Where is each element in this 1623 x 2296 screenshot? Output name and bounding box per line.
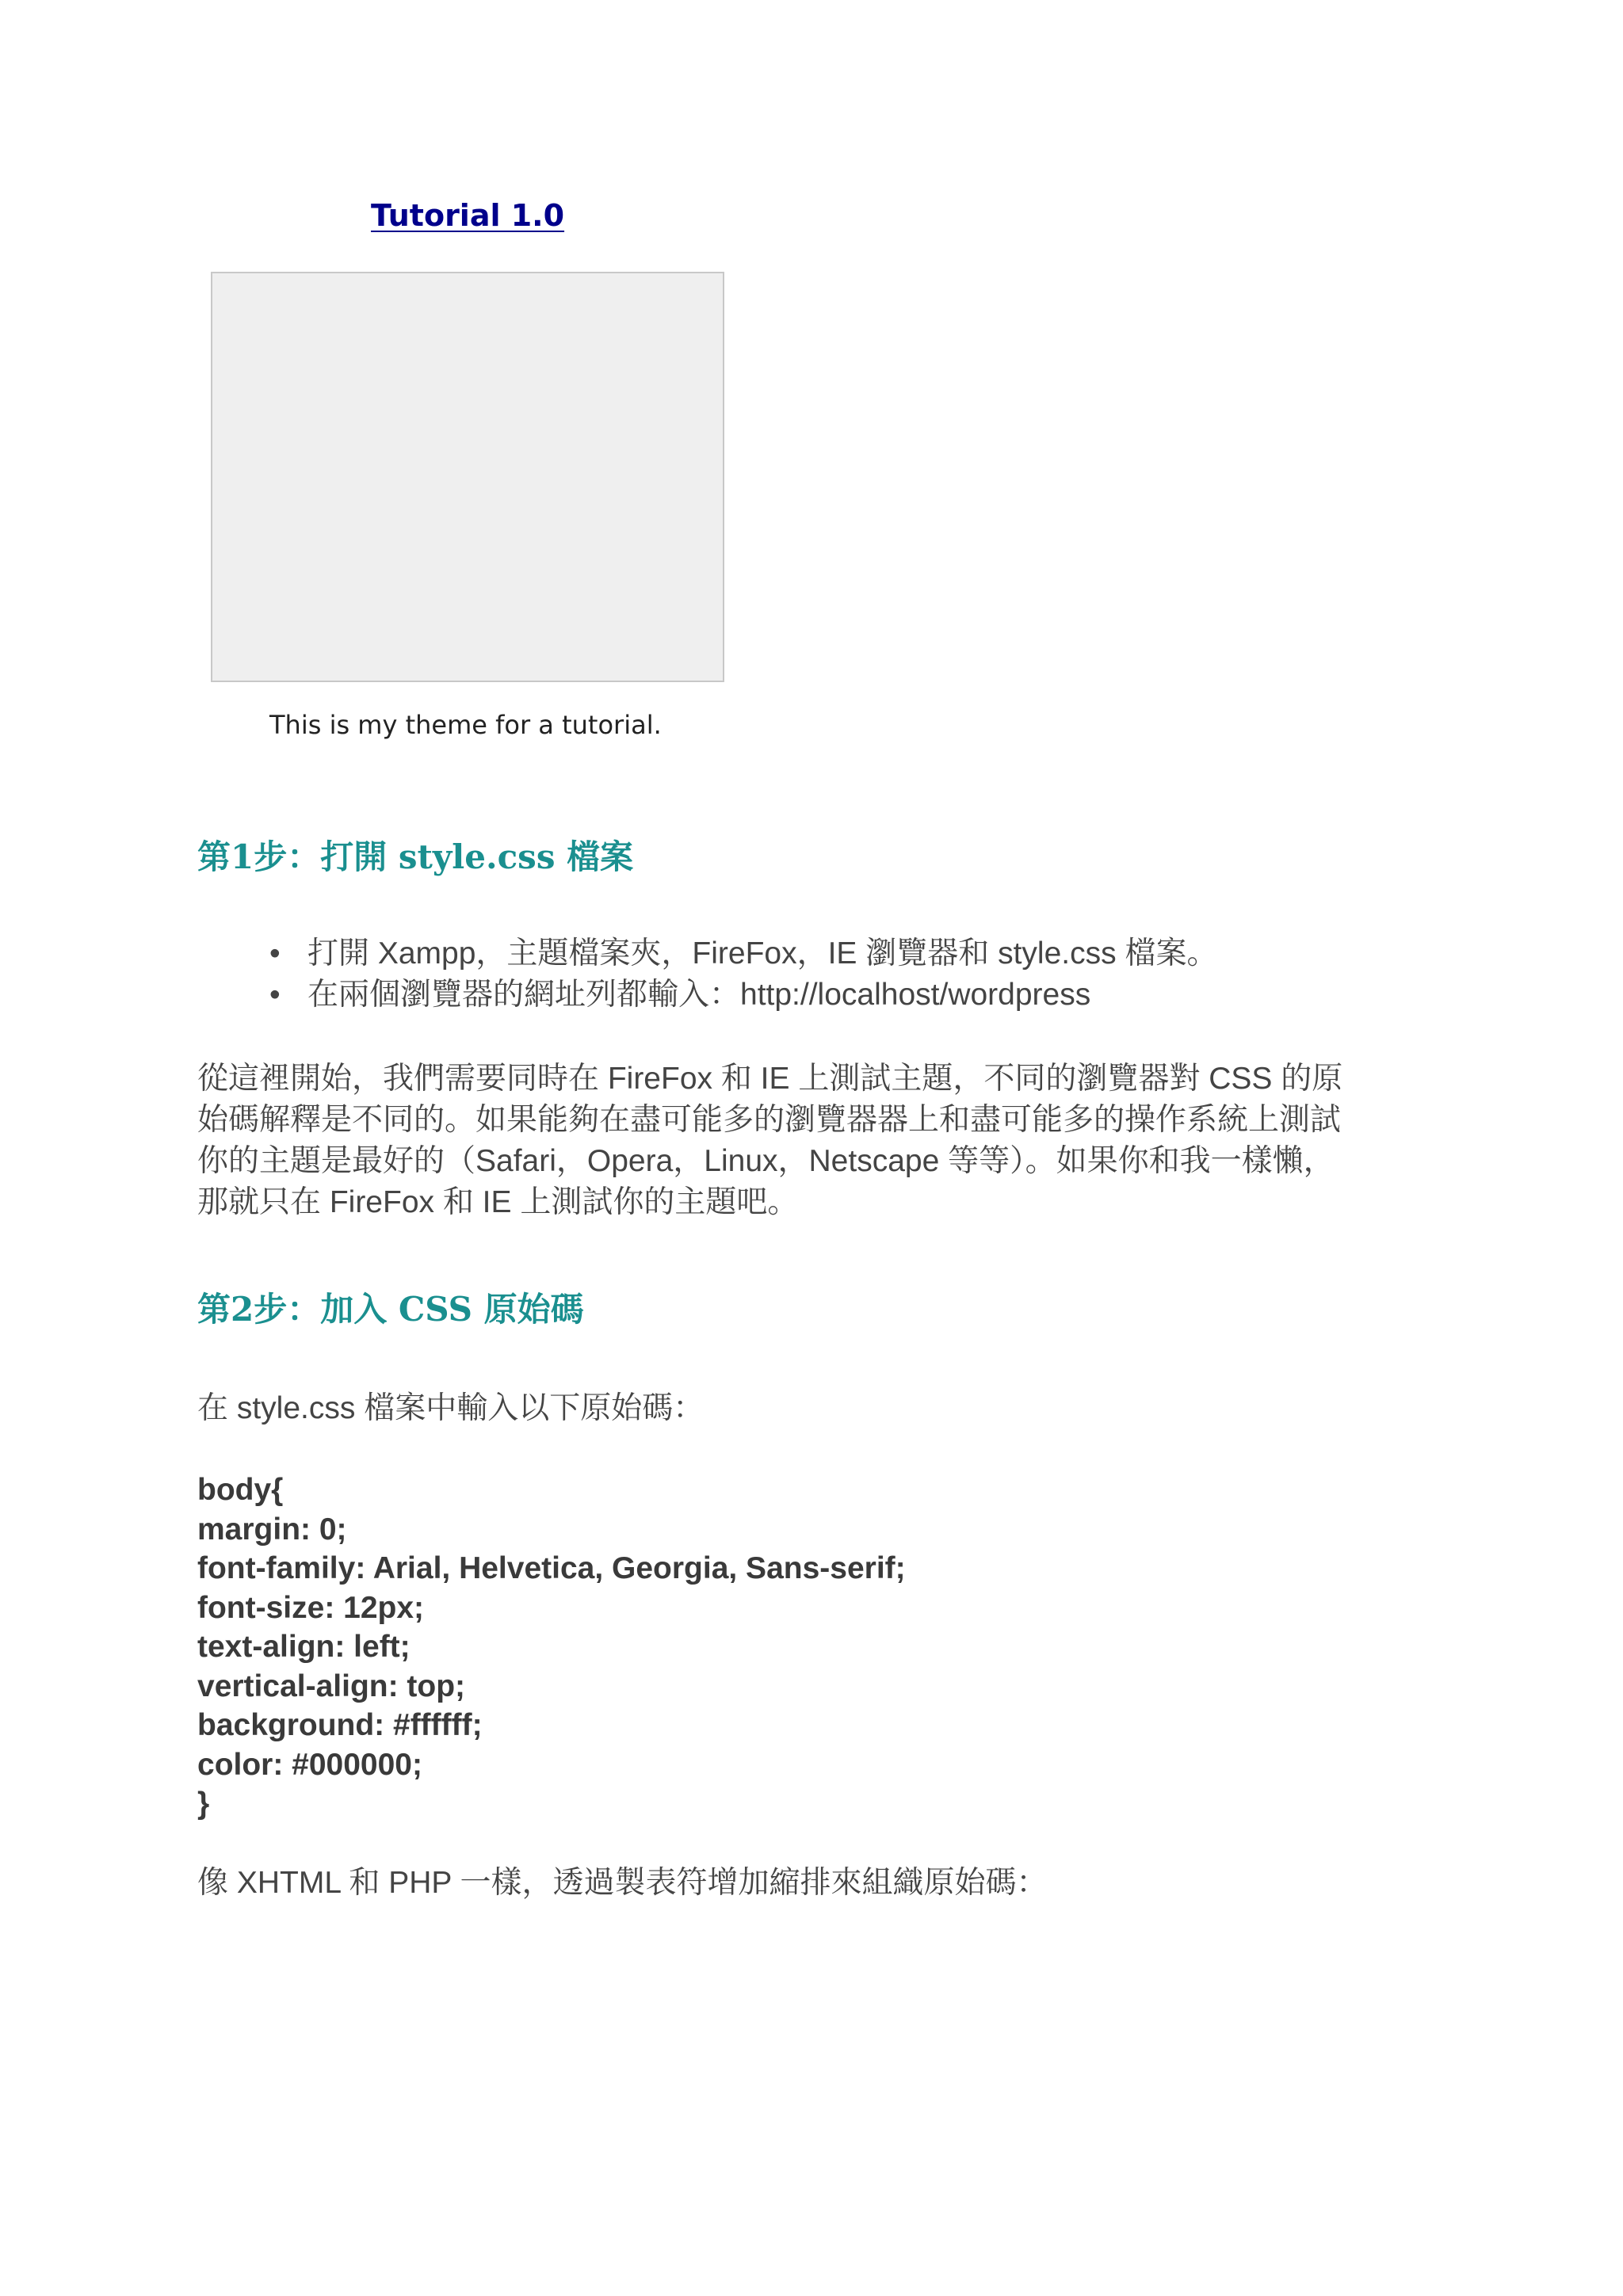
paragraph-line: 從這裡開始，我們需要同時在 FireFox 和 IE 上測試主題，不同的瀏覽器對 CSS 的原 — [197, 1062, 1343, 1096]
figure-title[interactable]: Tutorial 1.0 — [371, 198, 565, 233]
code-line: } — [197, 1787, 210, 1821]
code-line: vertical-align: top; — [197, 1669, 466, 1703]
code-line: body{ — [197, 1473, 284, 1507]
list-item: • 在兩個瀏覽器的網址列都輸入：http://localhost/wordpress — [269, 974, 1217, 1016]
step2-heading: 第2步：加入 CSS 原始碼 — [197, 1290, 584, 1329]
step1-paragraph — [197, 1058, 1418, 1223]
figure-caption: This is my theme for a tutorial. — [269, 710, 662, 740]
css-code-block — [197, 1470, 906, 1824]
paragraph-line: 始碼解釋是不同的。如果能夠在盡可能多的瀏覽器器上和盡可能多的操作系統上測試 — [197, 1103, 1342, 1137]
code-line: background: #ffffff; — [197, 1708, 483, 1742]
code-line: text-align: left; — [197, 1630, 411, 1664]
paragraph-line: 你的主題是最好的（Safari，Opera，Linux，Netscape 等等）。如果你和我一樣懶， — [197, 1144, 1335, 1178]
step2-outro: 像 XHTML 和 PHP 一樣，透過製表符增加縮排來組織原始碼： — [197, 1866, 1048, 1900]
paragraph-line: 那就只在 FireFox 和 IE 上測試你的主題吧。 — [197, 1185, 799, 1219]
code-line: font-family: Arial, Helvetica, Georgia, Sans-serif; — [197, 1551, 906, 1585]
code-line: margin: 0; — [197, 1512, 347, 1547]
list-item: • 打開 Xampp，主題檔案夾，FireFox，IE 瀏覽器和 style.css 檔案。 — [269, 933, 1217, 974]
theme-preview-image — [211, 272, 724, 682]
step2-intro: 在 style.css 檔案中輸入以下原始碼： — [197, 1391, 705, 1425]
code-line: font-size: 12px; — [197, 1590, 425, 1625]
step1-bullet-list — [269, 933, 1217, 1016]
step1-heading: 第1步：打開 style.css 檔案 — [197, 837, 634, 876]
code-line: color: #000000; — [197, 1747, 422, 1782]
